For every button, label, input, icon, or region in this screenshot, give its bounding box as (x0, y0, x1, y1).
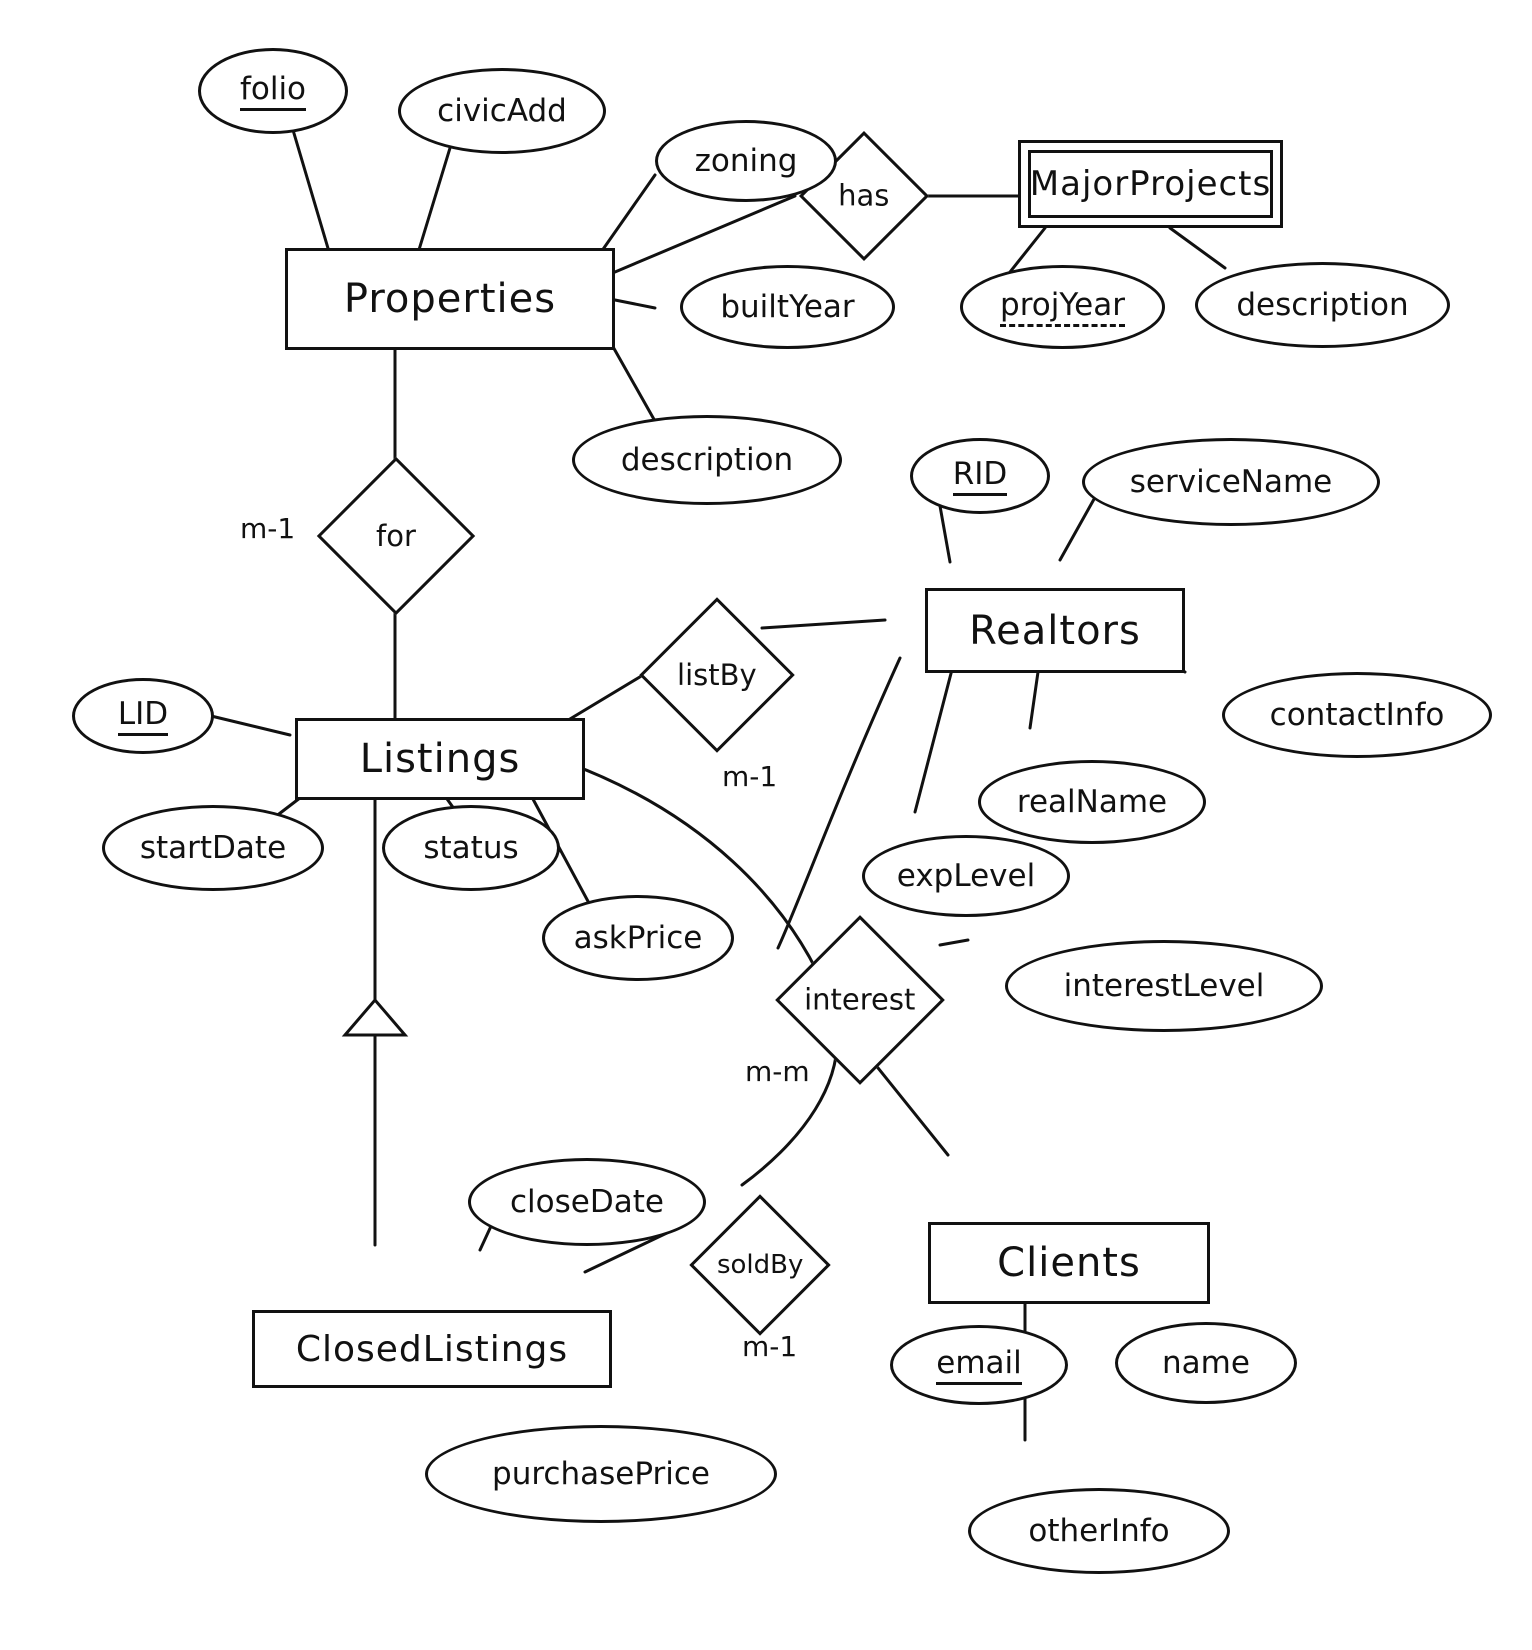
edge-listby-realtors (762, 620, 885, 628)
attribute-servicename[interactable]: serviceName (1082, 438, 1380, 526)
attribute-rid[interactable]: RID (910, 438, 1050, 514)
cardinality-interest: m-m (745, 1055, 810, 1088)
attribute-lid[interactable]: LID (72, 678, 214, 754)
relationship-soldby-label: soldBy (716, 1250, 804, 1280)
attribute-name[interactable]: name (1115, 1322, 1297, 1404)
entity-listings[interactable] (295, 718, 585, 800)
relationship-soldby[interactable] (689, 1194, 830, 1335)
relationship-listby-label: listBy (677, 658, 757, 692)
entity-majorprojects-label: MajorProjects (1029, 164, 1272, 204)
edge-properties-has (615, 196, 795, 272)
attribute-explevel[interactable]: expLevel (862, 835, 1070, 917)
cardinality-for: m-1 (240, 512, 296, 545)
attribute-closedate[interactable]: closeDate (468, 1158, 706, 1246)
attribute-realname[interactable]: realName (978, 760, 1206, 844)
attribute-email[interactable]: email (890, 1325, 1068, 1405)
relationship-listby[interactable] (639, 597, 795, 753)
attribute-properties-description[interactable]: description (572, 415, 842, 505)
entity-closedlistings[interactable] (252, 1310, 612, 1388)
attribute-status[interactable]: status (382, 805, 560, 891)
edge-properties-description (612, 345, 660, 430)
attribute-majorprojects-description[interactable]: description (1195, 262, 1450, 348)
entity-listings-label: Listings (359, 736, 521, 782)
entity-clients[interactable] (928, 1222, 1210, 1304)
edge-realtors-servicename (1060, 492, 1098, 560)
edge-properties-civicadd (418, 148, 450, 253)
entity-properties-label: Properties (343, 276, 557, 322)
edge-properties-builtyear (615, 300, 655, 308)
attribute-builtyear[interactable]: builtYear (680, 265, 895, 349)
attribute-folio[interactable]: folio (198, 48, 348, 134)
edge-majorprojects-description (1170, 228, 1225, 268)
cardinality-soldby: m-1 (742, 1330, 798, 1363)
edge-properties-folio (293, 130, 330, 255)
cardinality-listby: m-1 (722, 760, 778, 793)
attribute-purchaseprice[interactable]: purchasePrice (425, 1425, 777, 1523)
edge-interest-interestlevel (940, 940, 968, 945)
entity-realtors-label: Realtors (969, 607, 1141, 654)
attribute-contactinfo[interactable]: contactInfo (1222, 672, 1492, 758)
attribute-civicadd[interactable]: civicAdd (398, 68, 606, 154)
entity-realtors[interactable] (925, 588, 1185, 673)
entity-majorprojects[interactable] (1018, 140, 1283, 228)
attribute-interestlevel[interactable]: interestLevel (1005, 940, 1323, 1032)
attribute-otherinfo[interactable]: otherInfo (968, 1488, 1230, 1574)
edge-realtors-interest (778, 658, 900, 948)
relationship-for-label: for (376, 519, 416, 553)
edge-realtors-explevel (915, 658, 955, 812)
isa-triangle (345, 1000, 405, 1035)
attribute-projyear[interactable]: projYear (960, 265, 1165, 349)
edge-listings-lid (207, 715, 290, 735)
entity-clients-label: Clients (997, 1240, 1141, 1286)
attribute-askprice[interactable]: askPrice (542, 895, 734, 981)
attribute-startdate[interactable]: startDate (102, 805, 324, 891)
entity-closedlistings-label: ClosedListings (295, 1328, 569, 1370)
entity-properties[interactable] (285, 248, 615, 350)
attribute-zoning[interactable]: zoning (655, 120, 837, 202)
relationship-has-label: has (838, 178, 890, 213)
relationship-interest-label: interest (804, 982, 916, 1017)
relationship-for[interactable] (317, 457, 475, 615)
